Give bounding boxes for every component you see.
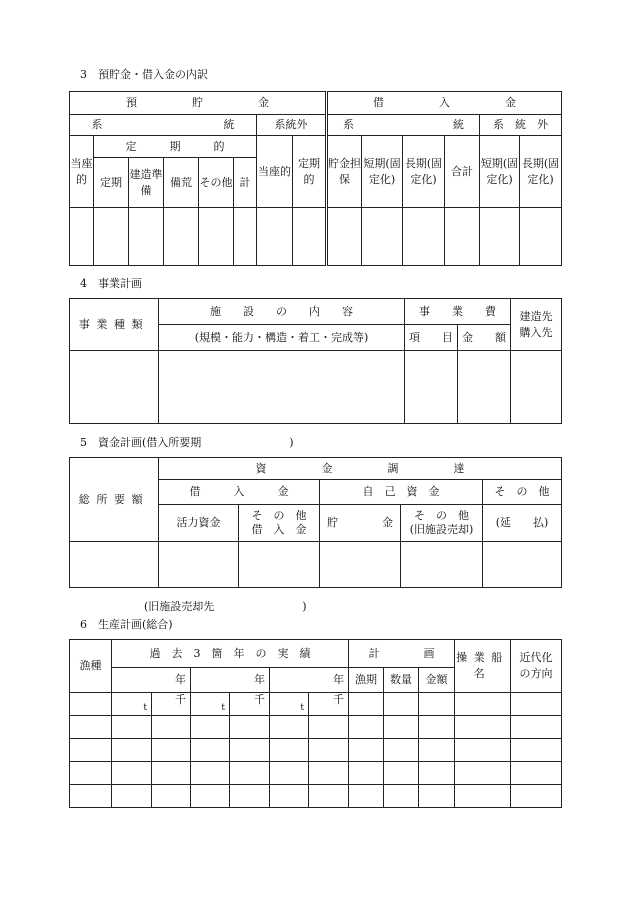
data-cell[interactable] <box>70 693 112 716</box>
sonota-kariire-header: そ の 他 借 入 金 <box>239 505 320 542</box>
data-cell[interactable] <box>384 762 419 785</box>
keikaku-header: 計 画 <box>349 640 455 668</box>
data-cell[interactable] <box>349 785 384 808</box>
data-cell[interactable] <box>455 716 511 739</box>
data-cell[interactable] <box>419 785 455 808</box>
suryo-header: 数量 <box>384 668 419 693</box>
data-cell[interactable] <box>164 208 199 266</box>
unit-t: t <box>191 693 230 716</box>
year1-header: 年 <box>112 668 191 693</box>
data-cell[interactable] <box>419 716 455 739</box>
data-cell[interactable] <box>455 762 511 785</box>
loan-header: 借 入 金 <box>327 92 562 115</box>
kariire-header: 借 入 金 <box>159 480 320 505</box>
keitogai-header: 系統外 <box>257 115 327 136</box>
shisetsu-header: 施 設 の 内 容 <box>159 299 405 325</box>
kingaku-header: 金 額 <box>458 325 511 351</box>
teiki-group-header: 定 期 的 <box>94 136 257 158</box>
data-cell[interactable] <box>520 208 562 266</box>
chokin-tanpo-header: 貯金担保 <box>327 136 362 208</box>
data-cell[interactable] <box>384 693 419 716</box>
choki2-header: 長期(固定化) <box>520 136 562 208</box>
data-cell[interactable] <box>191 762 230 785</box>
data-cell[interactable] <box>230 762 270 785</box>
section3-heading: 3 預貯金・借入金の内訳 <box>80 68 208 81</box>
business-plan-table <box>69 298 562 424</box>
data-cell[interactable] <box>70 208 94 266</box>
jiko-header: 自 己 資 金 <box>320 480 483 505</box>
data-cell[interactable] <box>112 785 152 808</box>
data-cell[interactable] <box>270 762 309 785</box>
teiki2-header: 定期的 <box>293 136 327 208</box>
data-cell[interactable] <box>419 693 455 716</box>
data-cell[interactable] <box>257 208 293 266</box>
enbarai-header: (延 払) <box>483 505 562 542</box>
deposit-loan-table <box>69 91 562 266</box>
jigyouhi-header: 事 業 費 <box>405 299 511 325</box>
chokin-header: 貯 金 <box>320 505 401 542</box>
data-cell[interactable] <box>349 716 384 739</box>
data-cell[interactable] <box>349 693 384 716</box>
data-cell[interactable] <box>152 762 191 785</box>
data-cell[interactable] <box>70 542 159 588</box>
data-cell[interactable] <box>511 739 562 762</box>
data-cell[interactable] <box>270 716 309 739</box>
kei-header: 計 <box>234 158 257 208</box>
data-cell[interactable] <box>384 785 419 808</box>
data-cell[interactable] <box>234 208 257 266</box>
data-cell[interactable] <box>199 208 234 266</box>
touza2-header: 当座的 <box>257 136 293 208</box>
soshoyou-header: 総所要額 <box>70 458 159 542</box>
data-cell[interactable] <box>480 208 520 266</box>
biko-header: 備荒 <box>164 158 199 208</box>
data-cell[interactable] <box>152 739 191 762</box>
data-cell[interactable] <box>511 693 562 716</box>
kingaku-header: 金額 <box>419 668 455 693</box>
data-cell[interactable] <box>384 739 419 762</box>
data-cell[interactable] <box>230 785 270 808</box>
year3-header: 年 <box>270 668 349 693</box>
data-cell[interactable] <box>309 785 349 808</box>
data-cell[interactable] <box>191 739 230 762</box>
data-cell[interactable] <box>191 716 230 739</box>
goukei-header: 合計 <box>445 136 480 208</box>
data-cell[interactable] <box>70 351 159 424</box>
data-cell[interactable] <box>159 542 239 588</box>
shisetsu-sub-header: (規模・能力・構造・着工・完成等) <box>159 325 405 351</box>
data-cell[interactable] <box>419 739 455 762</box>
jigyou-header: 事業種類 <box>70 299 159 351</box>
data-cell[interactable] <box>483 542 562 588</box>
data-cell[interactable] <box>112 762 152 785</box>
data-cell[interactable] <box>270 785 309 808</box>
data-cell[interactable] <box>349 762 384 785</box>
data-cell[interactable] <box>445 208 480 266</box>
data-cell[interactable] <box>70 785 112 808</box>
sonota-kyu-header: そ の 他 (旧施設売却) <box>401 505 483 542</box>
gyoshu-header: 漁種 <box>70 640 112 693</box>
data-cell[interactable] <box>511 716 562 739</box>
data-cell[interactable] <box>112 739 152 762</box>
deposit-header: 預 貯 金 <box>70 92 327 115</box>
data-cell[interactable] <box>455 739 511 762</box>
gyoki-header: 漁期 <box>349 668 384 693</box>
katsuryoku-header: 活力資金 <box>159 505 239 542</box>
data-cell[interactable] <box>270 739 309 762</box>
data-cell[interactable] <box>405 351 458 424</box>
section5-footnote: (旧施設売却先 ) <box>144 600 307 613</box>
section5-heading: 5 資金計画(借入所要期 ) <box>80 436 294 449</box>
teiki-header: 定期 <box>94 158 129 208</box>
unit-sen: 千 <box>230 693 270 716</box>
sogyou-header: 操業船名 <box>455 640 511 693</box>
data-cell[interactable] <box>230 739 270 762</box>
funding-plan-table <box>69 457 562 588</box>
data-cell[interactable] <box>458 351 511 424</box>
data-cell[interactable] <box>320 542 401 588</box>
data-cell[interactable] <box>309 716 349 739</box>
data-cell[interactable] <box>309 762 349 785</box>
production-plan-table <box>69 639 562 808</box>
loan-keitogai-header: 系 統 外 <box>480 115 562 136</box>
data-cell[interactable] <box>401 542 483 588</box>
sonota-header: そ の 他 <box>483 480 562 505</box>
keito-header: 系 統 <box>70 115 257 136</box>
data-cell[interactable] <box>239 542 320 588</box>
data-cell[interactable] <box>230 716 270 739</box>
data-cell[interactable] <box>511 785 562 808</box>
data-cell[interactable] <box>70 762 112 785</box>
data-cell[interactable] <box>511 762 562 785</box>
kenzosaki-header: 建造先購入先 <box>511 299 562 351</box>
kindai-header: 近代化の方向 <box>511 640 562 693</box>
unit-t: t <box>112 693 152 716</box>
shikin-header: 資 金 調 達 <box>159 458 562 480</box>
data-cell[interactable] <box>152 785 191 808</box>
tanki-header: 短期(固定化) <box>362 136 403 208</box>
touza-header: 当座的 <box>70 136 94 208</box>
data-cell[interactable] <box>309 739 349 762</box>
koumoku-header: 項 目 <box>405 325 458 351</box>
data-cell[interactable] <box>70 739 112 762</box>
tanki2-header: 短期(固定化) <box>480 136 520 208</box>
choki-header: 長期(固定化) <box>403 136 445 208</box>
year2-header: 年 <box>191 668 270 693</box>
data-cell[interactable] <box>129 208 164 266</box>
unit-sen: 千 <box>309 693 349 716</box>
data-cell[interactable] <box>455 693 511 716</box>
data-cell[interactable] <box>152 716 191 739</box>
data-cell[interactable] <box>112 716 152 739</box>
kako-header: 過 去 3 箇 年 の 実 績 <box>112 640 349 668</box>
data-cell[interactable] <box>293 208 327 266</box>
loan-keito-header: 系 統 <box>327 115 480 136</box>
data-cell[interactable] <box>384 716 419 739</box>
data-cell[interactable] <box>419 762 455 785</box>
data-cell[interactable] <box>327 208 362 266</box>
data-cell[interactable] <box>94 208 129 266</box>
data-cell[interactable] <box>362 208 403 266</box>
data-cell[interactable] <box>511 351 562 424</box>
data-cell[interactable] <box>159 351 405 424</box>
data-cell[interactable] <box>191 785 230 808</box>
data-cell[interactable] <box>403 208 445 266</box>
unit-sen: 千 <box>152 693 191 716</box>
data-cell[interactable] <box>70 716 112 739</box>
sonota-header: その他 <box>199 158 234 208</box>
unit-t: t <box>270 693 309 716</box>
section6-heading: 6 生産計画(総合) <box>80 618 173 631</box>
section4-heading: 4 事業計画 <box>80 277 142 290</box>
data-cell[interactable] <box>455 785 511 808</box>
data-cell[interactable] <box>349 739 384 762</box>
kenzo-header: 建造準備 <box>129 158 164 208</box>
